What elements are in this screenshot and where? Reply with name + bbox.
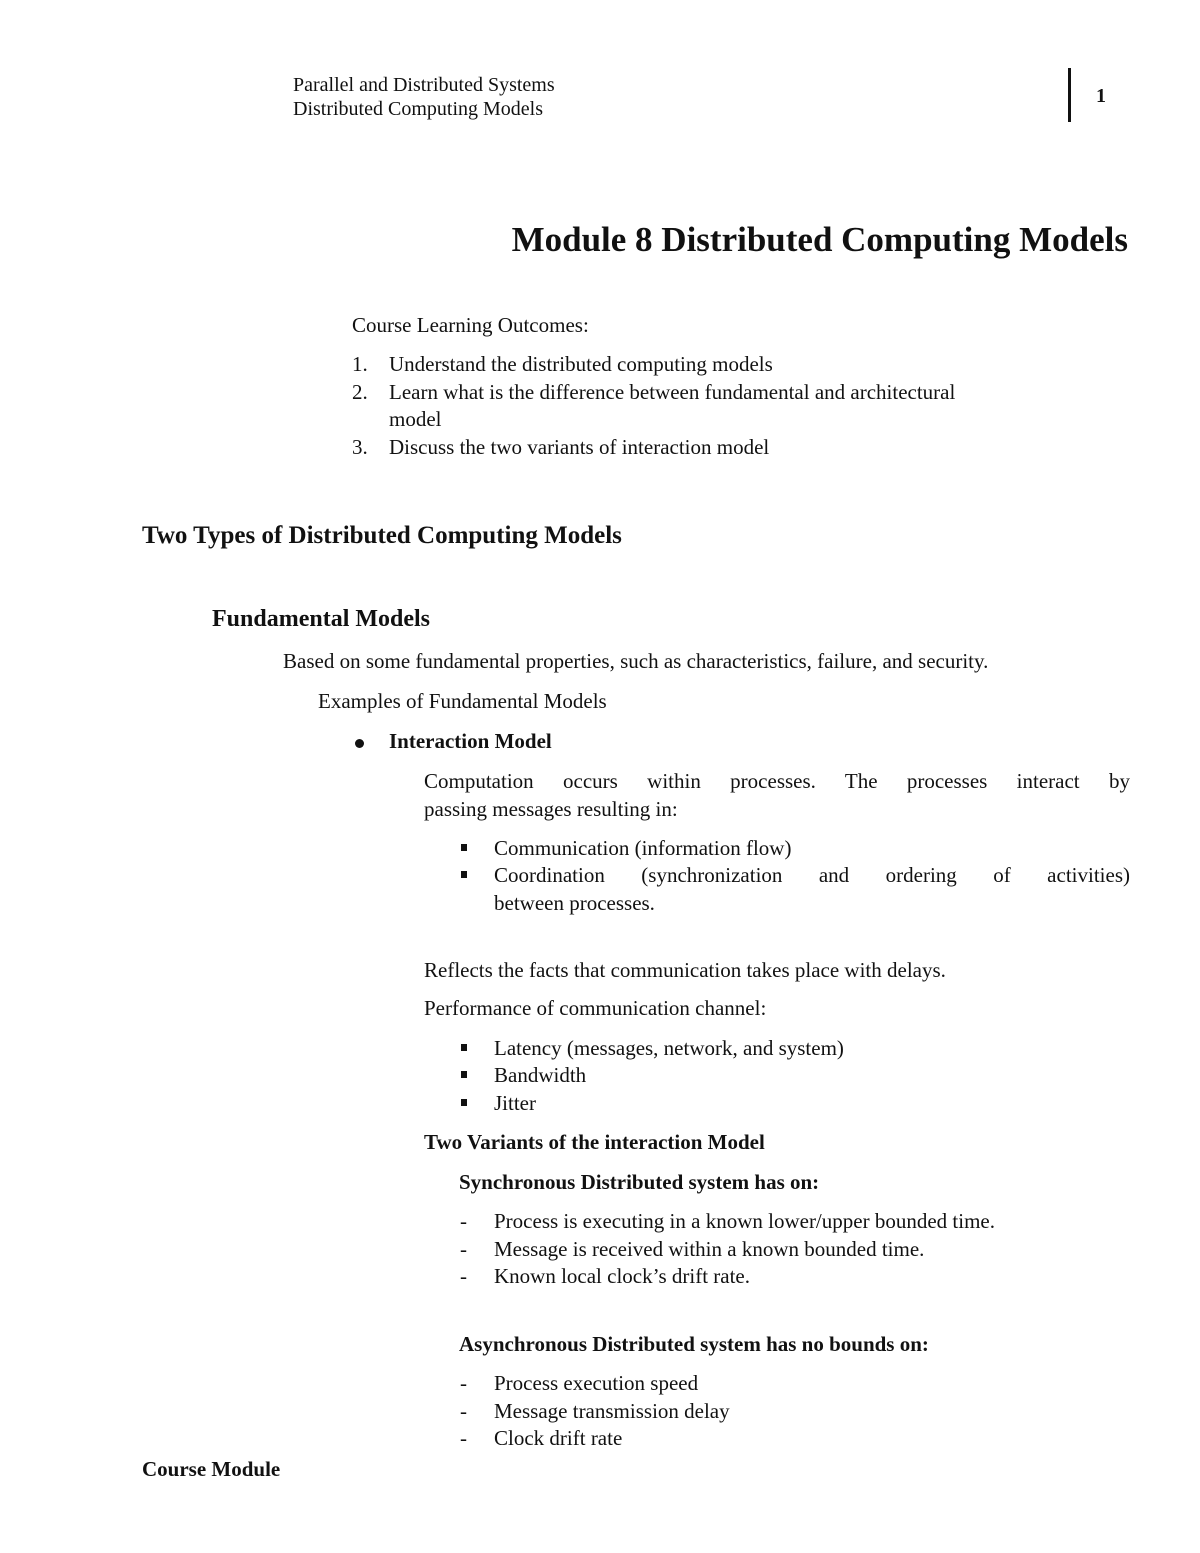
performance-item: Jitter	[494, 1091, 536, 1115]
outcomes-label: Course Learning Outcomes:	[352, 313, 589, 337]
fundamental-description: Based on some fundamental properties, such as characteristics, failure, and security.	[283, 649, 989, 673]
performance-item: Latency (messages, network, and system)	[494, 1036, 844, 1060]
result-item: Communication (information flow)	[494, 836, 792, 860]
async-item: Process execution speed	[494, 1371, 699, 1395]
async-item: Clock drift rate	[494, 1426, 623, 1450]
variants-heading: Two Variants of the interaction Model	[424, 1130, 765, 1154]
sync-heading: Synchronous Distributed system has on:	[459, 1170, 820, 1194]
performance-label: Performance of communication channel:	[424, 996, 767, 1020]
section-heading: Two Types of Distributed Computing Models	[142, 522, 622, 549]
footer-label: Course Module	[142, 1457, 281, 1481]
dash-bullet: -	[460, 1371, 467, 1395]
square-bullet-icon	[461, 1044, 467, 1051]
header-module-title: Distributed Computing Models	[293, 98, 543, 120]
outcome-item: Understand the distributed computing models	[389, 352, 773, 376]
performance-item: Bandwidth	[494, 1063, 587, 1087]
interaction-model-label: Interaction Model	[389, 729, 552, 753]
square-bullet-icon	[461, 1099, 467, 1106]
dash-bullet: -	[460, 1426, 467, 1450]
result-item: Coordination (synchronization and ordering of activities)	[494, 863, 1130, 887]
dash-bullet: -	[460, 1399, 467, 1423]
page-title: Module 8 Distributed Computing Models	[511, 220, 1128, 259]
header-course-title: Parallel and Distributed Systems	[293, 74, 555, 96]
result-item-continued: between processes.	[494, 891, 655, 915]
examples-label: Examples of Fundamental Models	[318, 689, 607, 713]
interaction-paragraph-line: Computation occurs within processes. The processes interact by	[424, 769, 1130, 793]
sync-item: Message is received within a known bounded time.	[494, 1237, 925, 1261]
outcome-number: 3.	[352, 435, 368, 459]
page-number: 1	[1096, 85, 1106, 107]
async-heading: Asynchronous Distributed system has no bounds on:	[459, 1332, 929, 1356]
dash-bullet: -	[460, 1264, 467, 1288]
outcome-number: 2.	[352, 380, 368, 404]
subsection-heading: Fundamental Models	[212, 606, 431, 632]
outcome-item-continued: model	[389, 407, 442, 431]
square-bullet-icon	[461, 1071, 467, 1078]
outcome-number: 1.	[352, 352, 368, 376]
outcome-item: Learn what is the difference between fundamental and architectural	[389, 380, 956, 404]
reflects-text: Reflects the facts that communication takes place with delays.	[424, 958, 946, 982]
header-divider	[1068, 68, 1071, 122]
dash-bullet: -	[460, 1237, 467, 1261]
sync-item: Process is executing in a known lower/upper bounded time.	[494, 1209, 995, 1233]
sync-item: Known local clock’s drift rate.	[494, 1264, 750, 1288]
dash-bullet: -	[460, 1209, 467, 1233]
square-bullet-icon	[461, 844, 467, 851]
square-bullet-icon	[461, 871, 467, 878]
async-item: Message transmission delay	[494, 1399, 730, 1423]
interaction-paragraph-line: passing messages resulting in:	[424, 797, 678, 821]
outcome-item: Discuss the two variants of interaction model	[389, 435, 770, 459]
bullet-icon	[355, 739, 364, 748]
